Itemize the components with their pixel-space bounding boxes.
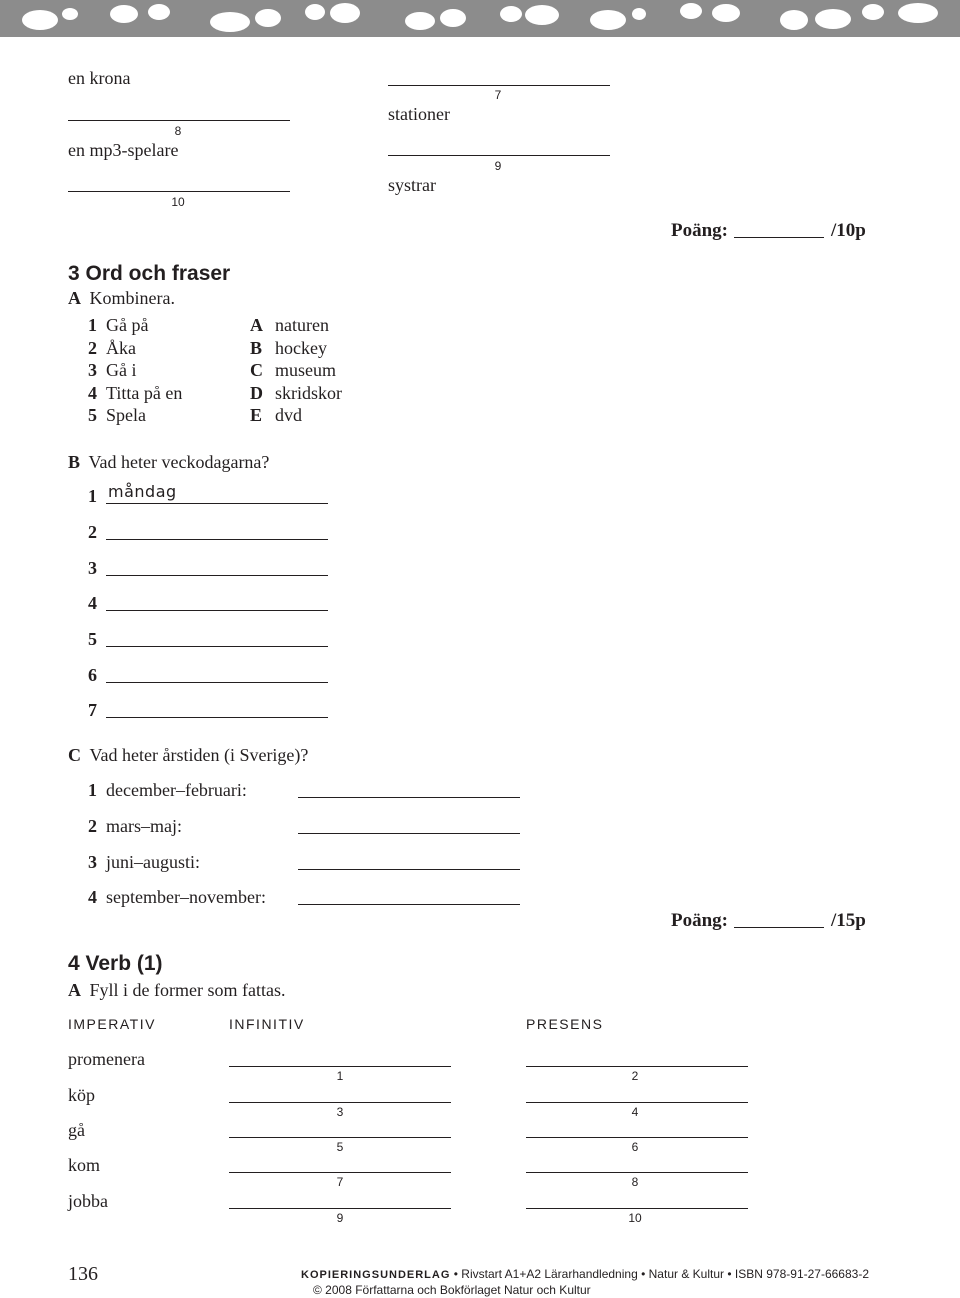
word-en-krona: en krona [68,68,131,88]
infinitiv-line-3[interactable] [229,1102,451,1103]
match-left-item: 1 Gå på [88,315,149,335]
footer-copyright: © 2008 Författarna och Bokförlaget Natur och Kultur [313,1283,591,1297]
footer-publisher: Natur & Kultur [648,1267,725,1281]
weekday-line-2[interactable] [106,539,328,540]
weekday-line-6[interactable] [106,682,328,683]
footer-book: Rivstart A1+A2 Lärarhandledning [461,1267,638,1281]
part-b-header [68,452,269,473]
presens-number-8: 8 [631,1175,639,1189]
points-label-15: Poäng: [671,910,728,931]
presens-number-4: 4 [631,1105,639,1119]
points-total-10: /10p [831,220,866,241]
answer-number-9: 9 [494,159,502,173]
part-c-header [68,745,308,766]
weekday-num-1: 1 [88,486,97,506]
season-line-4[interactable] [298,904,520,905]
footer-label: KOPIERINGSUNDERLAG [301,1269,451,1281]
column-header-imperativ: IMPERATIV [68,1016,156,1032]
answer-line-8[interactable] [68,120,290,121]
season-item-2: 2 mars–maj: [88,816,182,836]
footer-bullet: • [641,1267,649,1281]
answer-line-7[interactable] [388,85,610,86]
presens-number-2: 2 [631,1069,639,1083]
infinitiv-number-7: 7 [336,1175,344,1189]
section-4-part-a-instruction: Fyll i de former som fattas. [89,980,286,1000]
answer-number-10: 10 [171,195,185,209]
match-right-item: D skridskor [250,382,342,403]
footer-bullet: • [453,1267,462,1281]
match-right-list [250,314,342,427]
part-a-letter: A [68,288,81,308]
season-item-1: 1 december–februari: [88,780,247,800]
answer-line-9[interactable] [388,155,610,156]
presens-line-2[interactable] [526,1066,748,1067]
section-4-part-a-letter: A [68,980,81,1000]
presens-line-6[interactable] [526,1137,748,1138]
column-header-infinitiv: INFINITIV [229,1016,305,1032]
season-item-3: 3 juni–augusti: [88,852,200,872]
verb-promenera: promenera [68,1049,145,1069]
answer-number-8: 8 [174,124,182,138]
presens-number-6: 6 [631,1140,639,1154]
column-header-presens: PRESENS [526,1016,604,1032]
verb-kom: kom [68,1155,101,1175]
season-line-2[interactable] [298,833,520,834]
part-b-instruction: Vad heter veckodagarna? [88,452,270,472]
weekday-num-6: 6 [88,665,97,685]
match-right-item: E dvd [250,405,302,426]
footer-bullet: • [727,1267,735,1281]
weekday-num-5: 5 [88,629,97,649]
verb-jobba: jobba [68,1191,108,1211]
weekday-num-2: 2 [88,522,97,542]
presens-line-8[interactable] [526,1172,748,1173]
section-4-title: 4 Verb (1) [68,952,163,975]
infinitiv-line-7[interactable] [229,1172,451,1173]
points-label-10: Poäng: [671,220,728,241]
part-c-instruction: Vad heter årstiden (i Sverige)? [89,745,309,765]
verb-ga: gå [68,1120,85,1140]
presens-line-4[interactable] [526,1102,748,1103]
part-a-instruction: Kombinera. [89,288,175,308]
presens-line-10[interactable] [526,1208,748,1209]
weekday-line-1[interactable] [106,503,328,504]
match-left-item: 4 Titta på en [88,382,183,403]
weekday-answer-1: måndag [108,482,177,501]
infinitiv-number-3: 3 [336,1105,344,1119]
verb-kop: köp [68,1085,95,1105]
infinitiv-line-5[interactable] [229,1137,451,1138]
word-en-mp3-spelare: en mp3-spelare [68,140,179,160]
presens-number-10: 10 [628,1211,642,1225]
weekday-line-7[interactable] [106,717,328,718]
footer-isbn: ISBN 978-91-27-66683-2 [734,1267,869,1281]
infinitiv-line-1[interactable] [229,1066,451,1067]
match-right-item: C museum [250,360,336,381]
weekday-num-4: 4 [88,593,97,613]
answer-number-7: 7 [494,88,502,102]
match-right-item: A naturen [250,315,329,335]
infinitiv-number-1: 1 [336,1069,344,1083]
weekday-num-7: 7 [88,700,97,720]
season-line-1[interactable] [298,797,520,798]
season-line-3[interactable] [298,869,520,870]
weekday-line-4[interactable] [106,610,328,611]
weekday-num-3: 3 [88,558,97,578]
weekday-line-5[interactable] [106,646,328,647]
infinitiv-number-5: 5 [336,1140,344,1154]
match-left-list [88,314,182,427]
points-line-10[interactable] [734,237,824,238]
section-3-title: 3 Ord och fraser [68,262,231,285]
page-number: 136 [68,1263,98,1285]
part-a-header [68,288,175,309]
answer-line-10[interactable] [68,191,290,192]
header-footprint-band [0,0,960,37]
weekday-line-3[interactable] [106,575,328,576]
points-line-15[interactable] [734,927,824,928]
match-right-item: B hockey [250,337,327,358]
part-c-letter: C [68,745,81,765]
word-systrar: systrar [388,175,436,195]
match-left-item: 2 Åka [88,337,136,358]
word-stationer: stationer [388,104,450,124]
match-left-item: 3 Gå i [88,360,137,381]
section-4-part-a-header [68,980,285,1001]
infinitiv-line-9[interactable] [229,1208,451,1209]
footer-line-1 [301,1267,869,1281]
points-total-15: /15p [831,910,866,931]
part-b-letter: B [68,452,81,472]
season-item-4: 4 september–november: [88,887,266,907]
match-left-item: 5 Spela [88,405,146,426]
infinitiv-number-9: 9 [336,1211,344,1225]
